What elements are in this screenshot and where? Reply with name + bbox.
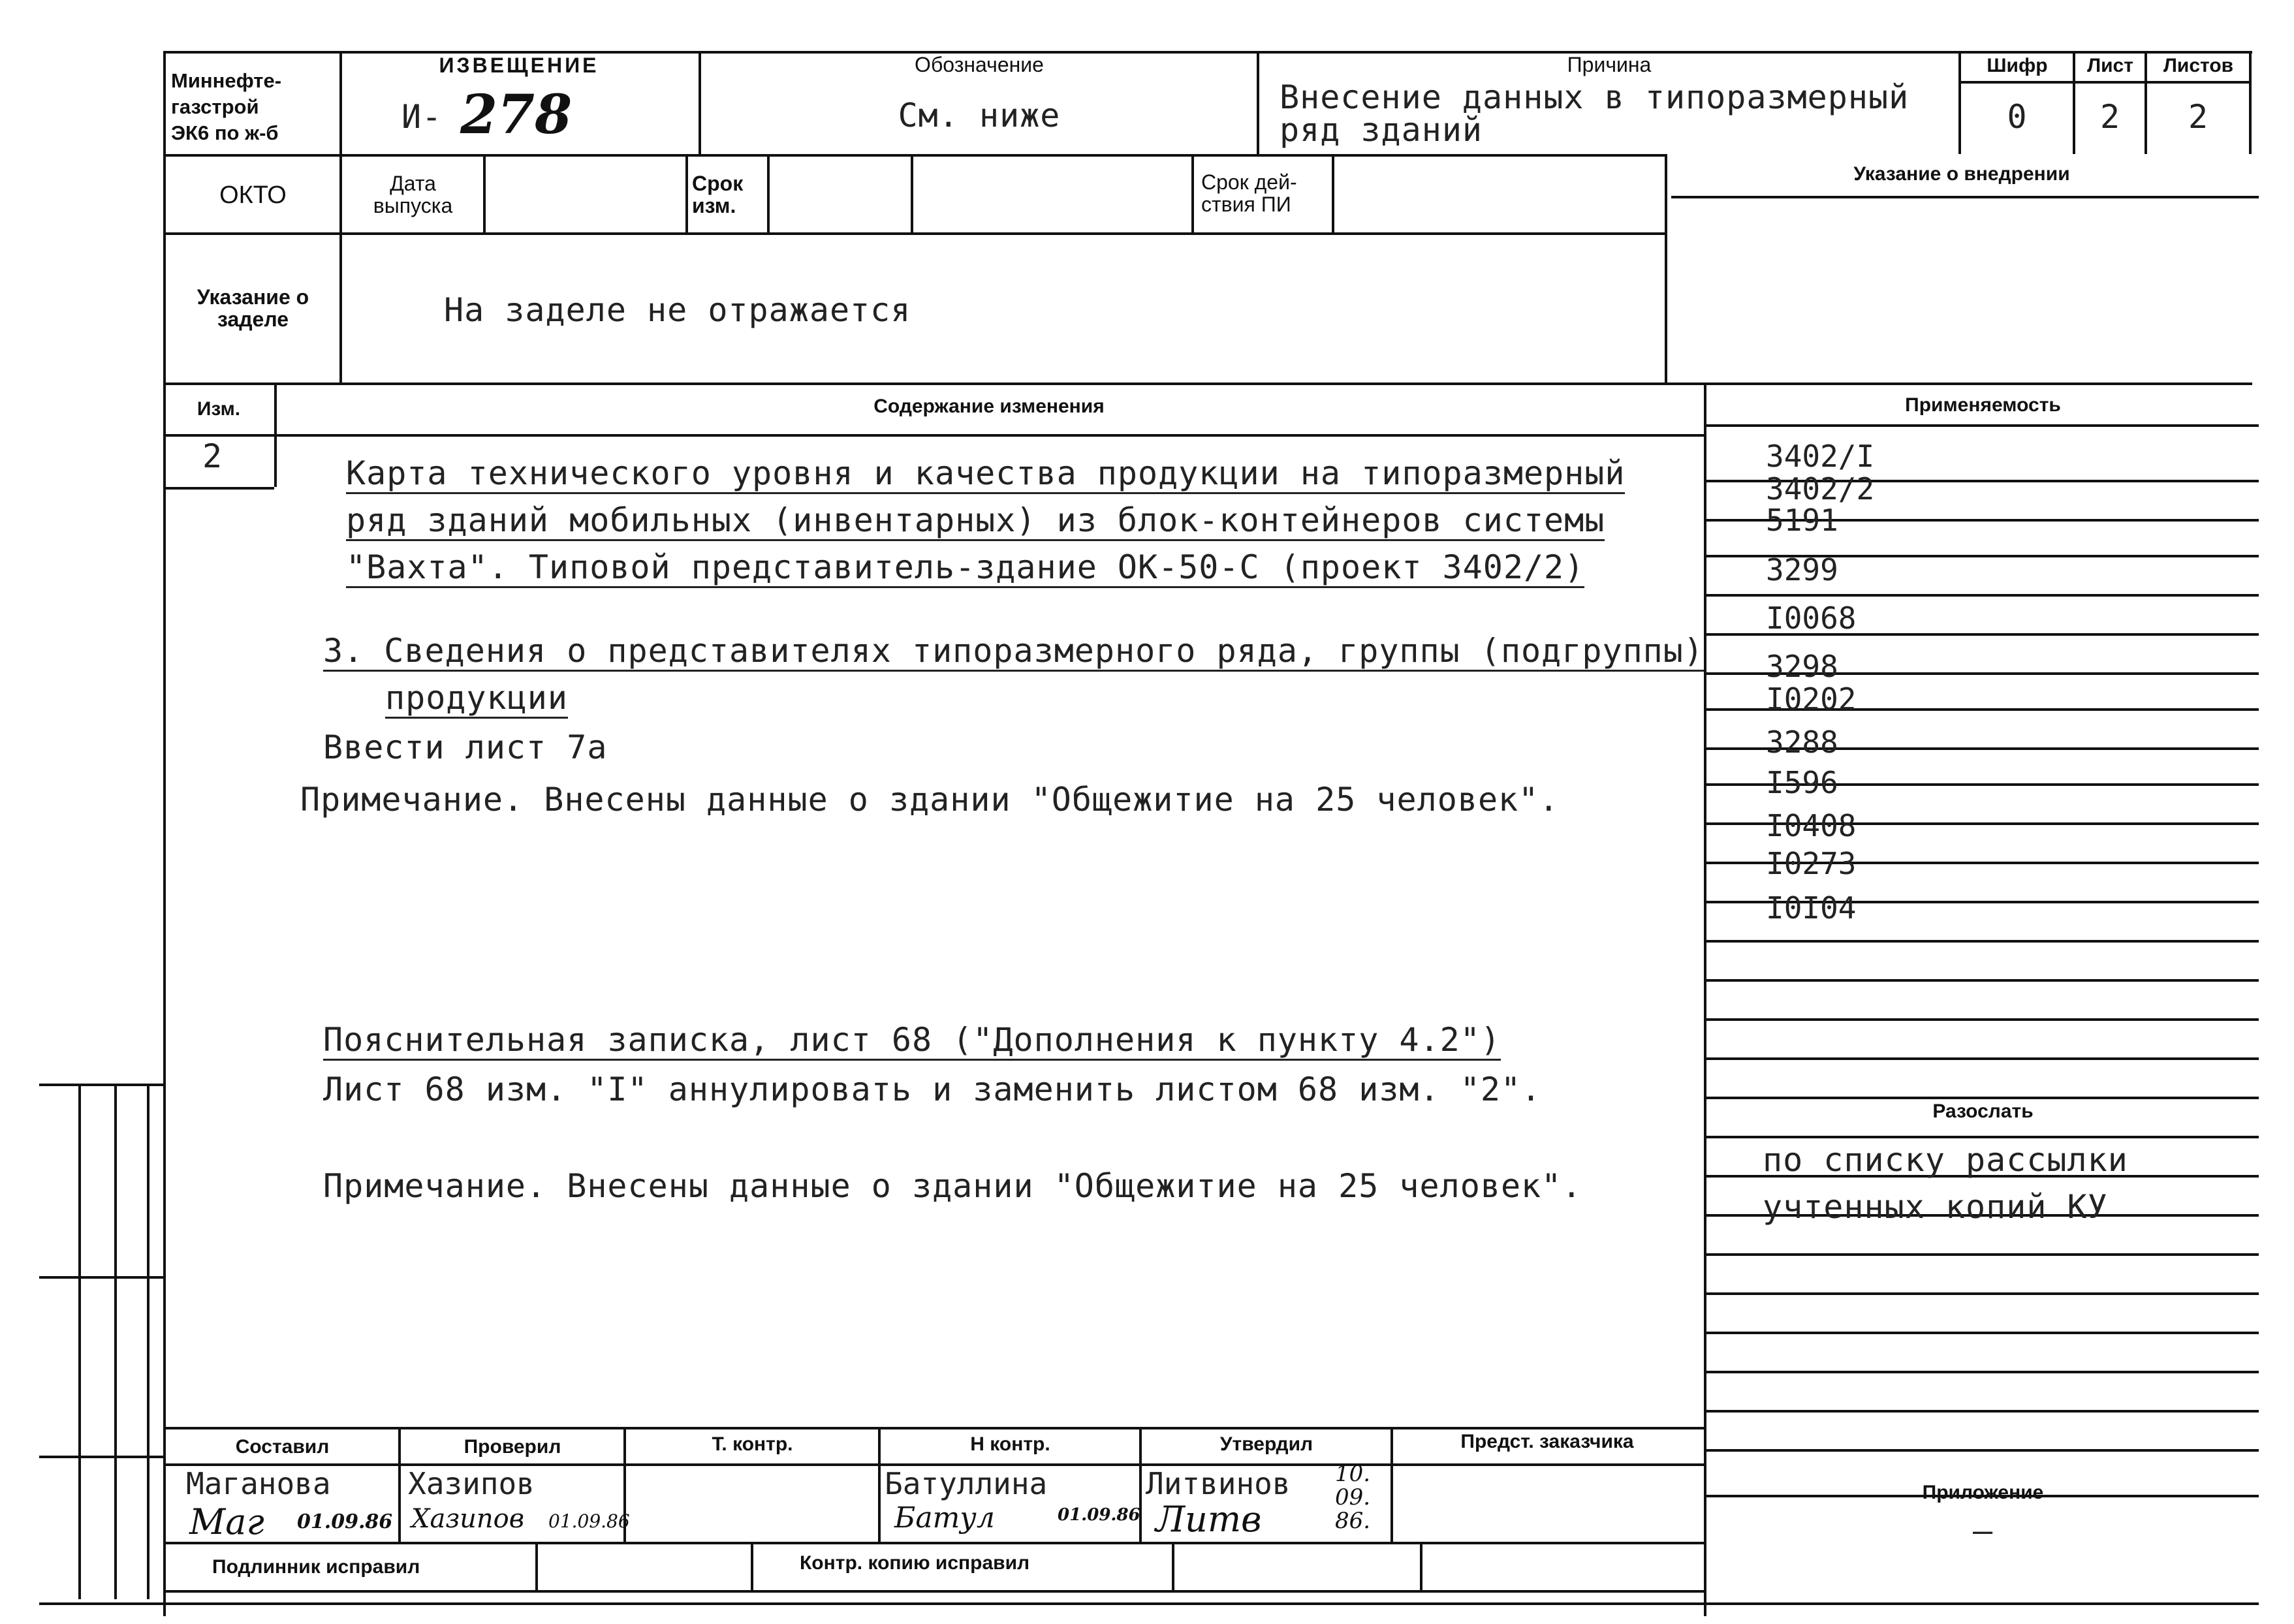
content-line-9: Лист 68 изм. "I" аннулировать и заменить листом 68 изм. "2". [323, 1070, 1542, 1108]
validity-term-label [1201, 171, 1332, 215]
sheet-label: Лист [2087, 55, 2133, 76]
ncontrol-label: Н контр. [970, 1433, 1050, 1455]
content-line-2: ряд зданий мобильных (инвентарных) из блок-контейнеров системы [346, 501, 1605, 541]
approved-date-month: 09. [1335, 1484, 1371, 1510]
applicability-item: 3298 [1766, 649, 1838, 684]
distribute-line-1: по списку рассылки [1763, 1141, 2128, 1179]
checked-date: 01.09.86 [548, 1510, 630, 1532]
distribute-line-2: учтенных копий КУ [1763, 1188, 2108, 1226]
content-line-10: Примечание. Внесены данные о здании "Общежитие на 25 человек". [323, 1167, 1582, 1205]
compiled-name: Маганова [186, 1466, 331, 1501]
applicability-item: 3402/2 [1766, 471, 1875, 507]
control-copy-label: Контр. копию исправил [800, 1552, 1030, 1574]
ncontrol-date: 01.09.86 [1058, 1505, 1140, 1525]
approved-name: Литвинов [1146, 1466, 1291, 1501]
sheet-value: 2 [2099, 98, 2121, 136]
validity-term-line-1: Срок дей- [1201, 170, 1297, 194]
applicability-item: I0068 [1766, 601, 1857, 636]
applicability-item: I0I04 [1766, 890, 1857, 926]
sheets-label: Листов [2163, 55, 2234, 76]
org-line-3: ЭК6 по ж-б [171, 121, 279, 144]
approved-signature: Литв [1155, 1499, 1262, 1540]
applicability-item: 3299 [1766, 552, 1838, 587]
applicability-label: Применяемость [1905, 394, 2061, 416]
ncontrol-signature: Батул [894, 1501, 995, 1535]
reason-label: Причина [1567, 53, 1652, 76]
applicability-item: I0408 [1766, 808, 1857, 843]
applicability-item: 5191 [1766, 503, 1838, 538]
applicability-item: 3402/I [1766, 439, 1875, 474]
notice-prefix: И- [401, 98, 443, 136]
issue-date-label [343, 172, 483, 217]
reason-line-2: ряд зданий [1280, 111, 1483, 149]
implementation-label: Указание о внедрении [1853, 163, 2070, 185]
content-line-7: Примечание. Внесены данные о здании "Общежитие на 25 человек". [300, 781, 1560, 819]
notice-number: 278 [460, 84, 573, 146]
checked-label: Проверил [464, 1436, 561, 1458]
approved-date-year: 86. [1335, 1508, 1371, 1534]
content-line-5: продукции [385, 679, 568, 719]
change-term-label [692, 172, 767, 217]
org-line-1: Миннефте- [171, 69, 282, 92]
compiled-signature: Маг [189, 1501, 264, 1542]
cipher-label: Шифр [1987, 55, 2048, 76]
notice-label: ИЗВЕЩЕНИЕ [439, 54, 599, 77]
original-fixed-label: Подлинник исправил [212, 1556, 420, 1578]
cipher-value: 0 [2007, 98, 2028, 136]
applicability-item: 3288 [1766, 725, 1838, 760]
reason-value [1280, 78, 1909, 149]
content-line-8: Пояснительная записка, лист 68 ("Дополнения к пункту 4.2") [323, 1021, 1501, 1061]
okto-label: ОКТО [219, 181, 287, 209]
applicability-item: I596 [1766, 765, 1838, 800]
reserve-label-line-1: Указание о [196, 285, 309, 309]
customer-label: Предст. заказчика [1460, 1431, 1634, 1452]
reason-line-1: Внесение данных в типоразмерный [1280, 78, 1909, 116]
content-line-3: "Вахта". Типовой представитель-здание ОК-50-С (проект 3402/2) [346, 548, 1584, 588]
validity-term-line-2: ствия ПИ [1201, 193, 1291, 216]
organization [171, 68, 334, 146]
content-line-4: 3. Сведения о представителях типоразмерного ряда, группы (подгруппы) [323, 632, 1704, 672]
applicability-item: I0202 [1766, 681, 1857, 717]
change-term-line-2: изм. [692, 194, 736, 217]
reserve-value: На заделе не отражается [444, 291, 911, 329]
change-term-line-1: Срок [692, 172, 744, 195]
checked-name: Хазипов [408, 1466, 535, 1501]
content-line-1: Карта технического уровня и качества продукции на типоразмерный [346, 454, 1625, 494]
designation-value: См. ниже [898, 97, 1061, 134]
distribute-label: Разослать [1932, 1101, 2034, 1122]
approved-date-day: 10. [1335, 1461, 1371, 1487]
checked-signature: Хазипов [411, 1504, 525, 1534]
designation-label: Обозначение [915, 53, 1044, 76]
issue-date-line-1: Дата [390, 172, 436, 195]
compiled-date: 01.09.86 [297, 1510, 393, 1533]
reserve-label-line-2: заделе [217, 307, 289, 331]
compiled-label: Составил [235, 1436, 330, 1458]
applicability-item: I0273 [1766, 846, 1857, 881]
content-line-6: Ввести лист 7а [323, 728, 608, 766]
approved-label: Утвердил [1219, 1433, 1313, 1455]
content-title: Содержание изменения [873, 396, 1105, 417]
approved-date [1335, 1462, 1370, 1533]
org-line-2: газстрой [171, 95, 259, 118]
attachment-value: — [1972, 1512, 1994, 1550]
sheets-value: 2 [2188, 98, 2209, 136]
ncontrol-name: Батуллина [885, 1466, 1048, 1501]
tcontrol-label: Т. контр. [712, 1433, 793, 1455]
attachment-label: Приложение [1922, 1482, 2044, 1503]
issue-date-line-2: выпуска [373, 194, 453, 217]
change-number: 2 [202, 437, 223, 475]
reserve-label [166, 286, 339, 330]
change-col-label: Изм. [196, 398, 241, 420]
